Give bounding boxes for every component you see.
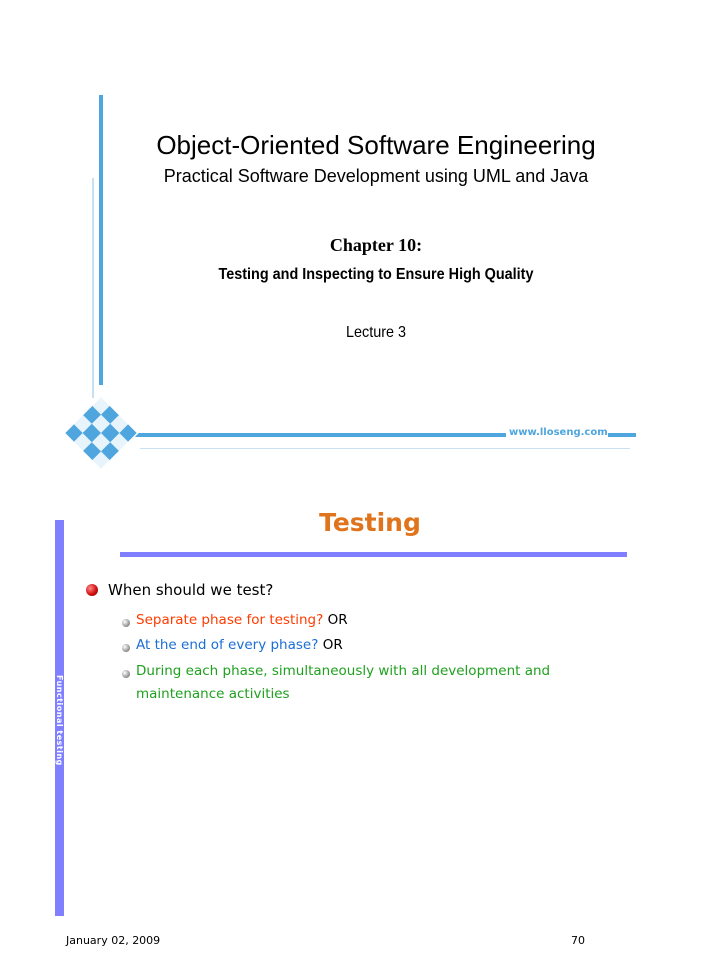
slide-title: Testing — [319, 508, 421, 537]
course-subtitle: Practical Software Development using UML and Java — [163, 166, 589, 186]
page-number: 70 — [571, 934, 585, 947]
horizontal-accent-line — [118, 433, 506, 437]
list-item — [136, 609, 348, 632]
list-item-suffix: OR — [327, 612, 348, 628]
horizontal-accent-line-end — [608, 433, 636, 437]
list-item — [136, 660, 550, 706]
slide-2 — [0, 480, 720, 960]
horizontal-accent-line-light — [140, 448, 630, 449]
red-bullet-icon — [86, 584, 98, 596]
list-item-text-continued: maintenance activities — [136, 686, 290, 702]
diamond-logo-icon — [56, 388, 146, 478]
footer-date: January 02, 2009 — [66, 934, 161, 947]
title-underline — [120, 552, 627, 557]
chapter-heading: Chapter 10: — [329, 235, 423, 255]
website-url: www.lloseng.com — [509, 427, 608, 438]
lecture-label: Lecture 3 — [345, 324, 407, 341]
gray-bullet-icon — [122, 644, 130, 652]
list-item — [136, 634, 343, 657]
list-item-suffix: OR — [322, 637, 343, 653]
question-text: When should we test? — [108, 581, 274, 599]
chapter-title: Testing and Inspecting to Ensure High Quality — [218, 266, 534, 283]
list-item-text: At the end of every phase? — [136, 637, 319, 653]
gray-bullet-icon — [122, 670, 130, 678]
list-item-text: Separate phase for testing? — [136, 612, 324, 628]
course-title: Object-Oriented Software Engineering — [156, 130, 596, 160]
list-item-text: During each phase, simultaneously with all development and — [136, 663, 551, 679]
gray-bullet-icon — [122, 619, 130, 627]
vertical-accent-line-light — [92, 178, 94, 398]
side-label: Functional testing — [55, 675, 64, 766]
